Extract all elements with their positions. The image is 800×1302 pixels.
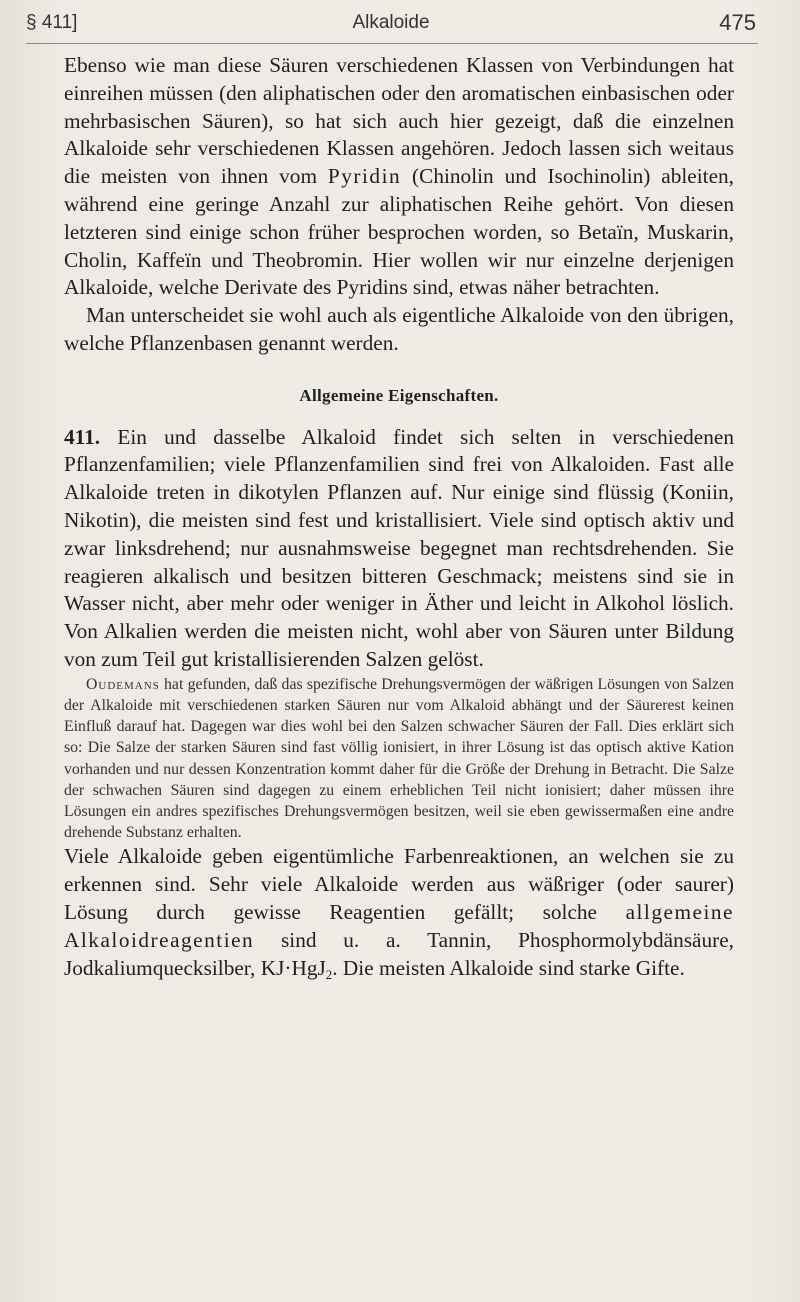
footnote-paragraph: Oudemans hat gefunden, daß das spezifische Drehungsvermögen der wäßrigen Lösungen von Salzen der Alkaloide mit verschiedenen starken Säuren nur vom Alkaloid abhängt und der Säurerest keinen Einfluß darauf hat. Dagegen war dies wohl bei den Salzen schwacher Säuren der Fall. Dies erklärt sich so: Die Salze der starken Säuren sind fast völlig ionisiert, in ihrer Lösung ist das optisch aktive Kation vorhanden und nur dessen Konzentration kommt daher für die Größe der Drehung in Betracht. Die Salze der schwachen Säuren sind dagegen zu einem erheblichen Teil nicht ionisiert; daher müssen ihre Lösungen ein andres spezifisches Drehungsvermögen besitzen, weil sie eben gewissermaßen eine andre drehende Substanz erhalten.	[64, 675, 734, 842]
emphasis-reagents: allgemeine Alkaloidreagentien	[64, 899, 734, 952]
section-paragraph-1: 411. Ein und dasselbe Alkaloid findet sich selten in verschiedenen Pflanzenfamilien; viele Pflanzenfamilien sind frei von Alkaloiden. Fast alle Alkaloide treten in dikotylen Pflanzen auf. Nur einige sind flüssig (Koniin, Nikotin), die meisten sind fest und kristallisiert. Viele sind optisch aktiv und zwar linksdrehend; nur ausnahmsweise begegnet man rechtsdrehenden. Sie reagieren alkalisch und besitzen bitteren Geschmack; meistens sind sie in Wasser nicht, aber mehr oder weniger in Äther und leicht in Alkohol löslich. Von Alkalien werden die meisten nicht, wohl aber von Säuren unter Bildung von zum Teil gut kristallisierenden Salzen gelöst.	[64, 424, 734, 671]
emphasis-pyridin: Pyridin	[327, 164, 402, 189]
running-title: Alkaloide	[352, 12, 430, 33]
section-reference: § 411]	[26, 12, 78, 33]
running-header	[26, 10, 756, 40]
section-heading: Allgemeine Eigenschaften.	[299, 385, 499, 405]
page-body	[64, 52, 734, 982]
header-rule	[26, 43, 758, 44]
intro-paragraph-1: Ebenso wie man diese Säuren verschiedenen Klassen von Verbindungen hat einreihen müssen (den aliphatischen oder den aromatischen einbasischen oder mehrbasischen Säuren), so hat sich auch hier gezeigt, daß die einzelnen Alkaloide sehr verschiedenen Klassen angehören. Jedoch lassen sich weitaus die meisten von ihnen vom Pyridin (Chinolin und Isochinolin) ableiten, während eine geringe Anzahl zur aliphatischen Reihe gehört. Von diesen letzteren sind einige schon früher besprochen worden, so Betaïn, Muskarin, Cholin, Kaffeïn und Theobromin. Hier wollen wir nur einzelne derjenigen Alkaloide, welche Derivate des Pyridins sind, etwas näher betrachten.	[64, 53, 734, 300]
section-paragraph-2: Viele Alkaloide geben eigentümliche Farbenreaktionen, an welchen sie zu erkennen sind. Sehr viele Alkaloide werden aus wäßriger (oder saurer) Lösung durch gewisse Reagentien gefällt; solche allgemeine Alkaloidreagentien sind u. a. Tannin, Phosphormolybdänsäure, Jodkaliumquecksilber, KJ·HgJ$_2$. Die meisten Alkaloide sind starke Gifte.	[64, 844, 734, 982]
page-number: 475	[719, 10, 756, 35]
intro-paragraph-2: Man unterscheidet sie wohl auch als eigentliche Alkaloide von den übrigen, welche Pflanzenbasen genannt werden.	[64, 303, 734, 355]
section-number: 411.	[64, 424, 101, 449]
subscript: 2	[325, 966, 333, 982]
author-name: Oudemans	[86, 675, 160, 693]
